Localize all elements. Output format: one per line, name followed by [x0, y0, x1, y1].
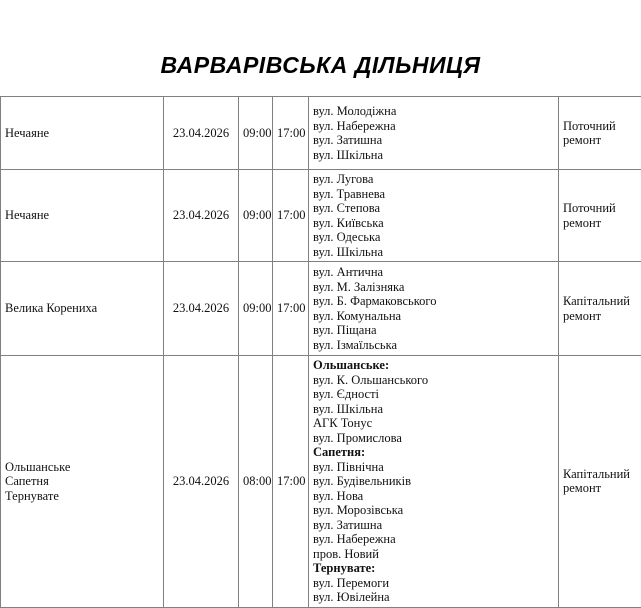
location-cell: Велика Корениха [1, 262, 164, 356]
table-row [1, 356, 641, 608]
street-line: вул. Нова [313, 489, 554, 504]
date-cell: 23.04.2026 [164, 170, 239, 262]
street-line: вул. Шкільна [313, 245, 554, 260]
street-line: пров. Новий [313, 547, 554, 562]
end-time-cell: 17:00 [273, 97, 309, 170]
street-line: вул. Ювілейна [313, 590, 554, 605]
streets-cell [309, 356, 559, 608]
streets-cell [309, 97, 559, 170]
street-line: вул. К. Ольшанського [313, 373, 554, 388]
repair-type-cell: Капітальний ремонт [559, 262, 641, 356]
date-cell: 23.04.2026 [164, 356, 239, 608]
start-time-cell: 08:00 [239, 356, 273, 608]
street-line: вул. Одеська [313, 230, 554, 245]
street-line: вул. Травнева [313, 187, 554, 202]
street-line: вул. Комунальна [313, 309, 554, 324]
schedule-body [1, 97, 641, 608]
table-row [1, 97, 641, 170]
street-line: вул. Перемоги [313, 576, 554, 591]
street-line: вул. Морозівська [313, 503, 554, 518]
street-line: вул. Лугова [313, 172, 554, 187]
street-line: вул. Затишна [313, 518, 554, 533]
table-row [1, 170, 641, 262]
street-line: вул. Шкільна [313, 148, 554, 163]
street-line: Ольшанське: [313, 358, 554, 373]
street-line: вул. Північна [313, 460, 554, 475]
end-time-cell: 17:00 [273, 170, 309, 262]
streets-cell [309, 262, 559, 356]
end-time-cell: 17:00 [273, 262, 309, 356]
start-time-cell: 09:00 [239, 170, 273, 262]
street-line: Тернувате: [313, 561, 554, 576]
street-line: вул. М. Залізняка [313, 280, 554, 295]
street-line: вул. Піщана [313, 323, 554, 338]
start-time-cell: 09:00 [239, 262, 273, 356]
street-line: вул. Набережна [313, 532, 554, 547]
page-title: ВАРВАРІВСЬКА ДІЛЬНИЦЯ [0, 0, 641, 79]
table-row [1, 262, 641, 356]
start-time-cell: 09:00 [239, 97, 273, 170]
street-line: вул. Промислова [313, 431, 554, 446]
street-line: вул. Молодіжна [313, 104, 554, 119]
street-line: вул. Набережна [313, 119, 554, 134]
location-cell: Нечаяне [1, 170, 164, 262]
street-line: вул. Київська [313, 216, 554, 231]
street-line: вул. Шкільна [313, 402, 554, 417]
street-line: вул. Антична [313, 265, 554, 280]
street-line: Сапетня: [313, 445, 554, 460]
repair-type-cell: Капітальний ремонт [559, 356, 641, 608]
date-cell: 23.04.2026 [164, 262, 239, 356]
street-line: вул. Затишна [313, 133, 554, 148]
street-line: АГК Тонус [313, 416, 554, 431]
streets-cell [309, 170, 559, 262]
location-cell: Ольшанське Сапетня Тернувате [1, 356, 164, 608]
street-line: вул. Степова [313, 201, 554, 216]
street-line: вул. Будівельників [313, 474, 554, 489]
street-line: вул. Єдності [313, 387, 554, 402]
location-cell: Нечаяне [1, 97, 164, 170]
street-line: вул. Б. Фармаковського [313, 294, 554, 309]
repair-type-cell: Поточний ремонт [559, 170, 641, 262]
end-time-cell: 17:00 [273, 356, 309, 608]
outage-schedule-table [0, 96, 641, 608]
street-line: вул. Ізмаїльська [313, 338, 554, 353]
date-cell: 23.04.2026 [164, 97, 239, 170]
repair-type-cell: Поточний ремонт [559, 97, 641, 170]
